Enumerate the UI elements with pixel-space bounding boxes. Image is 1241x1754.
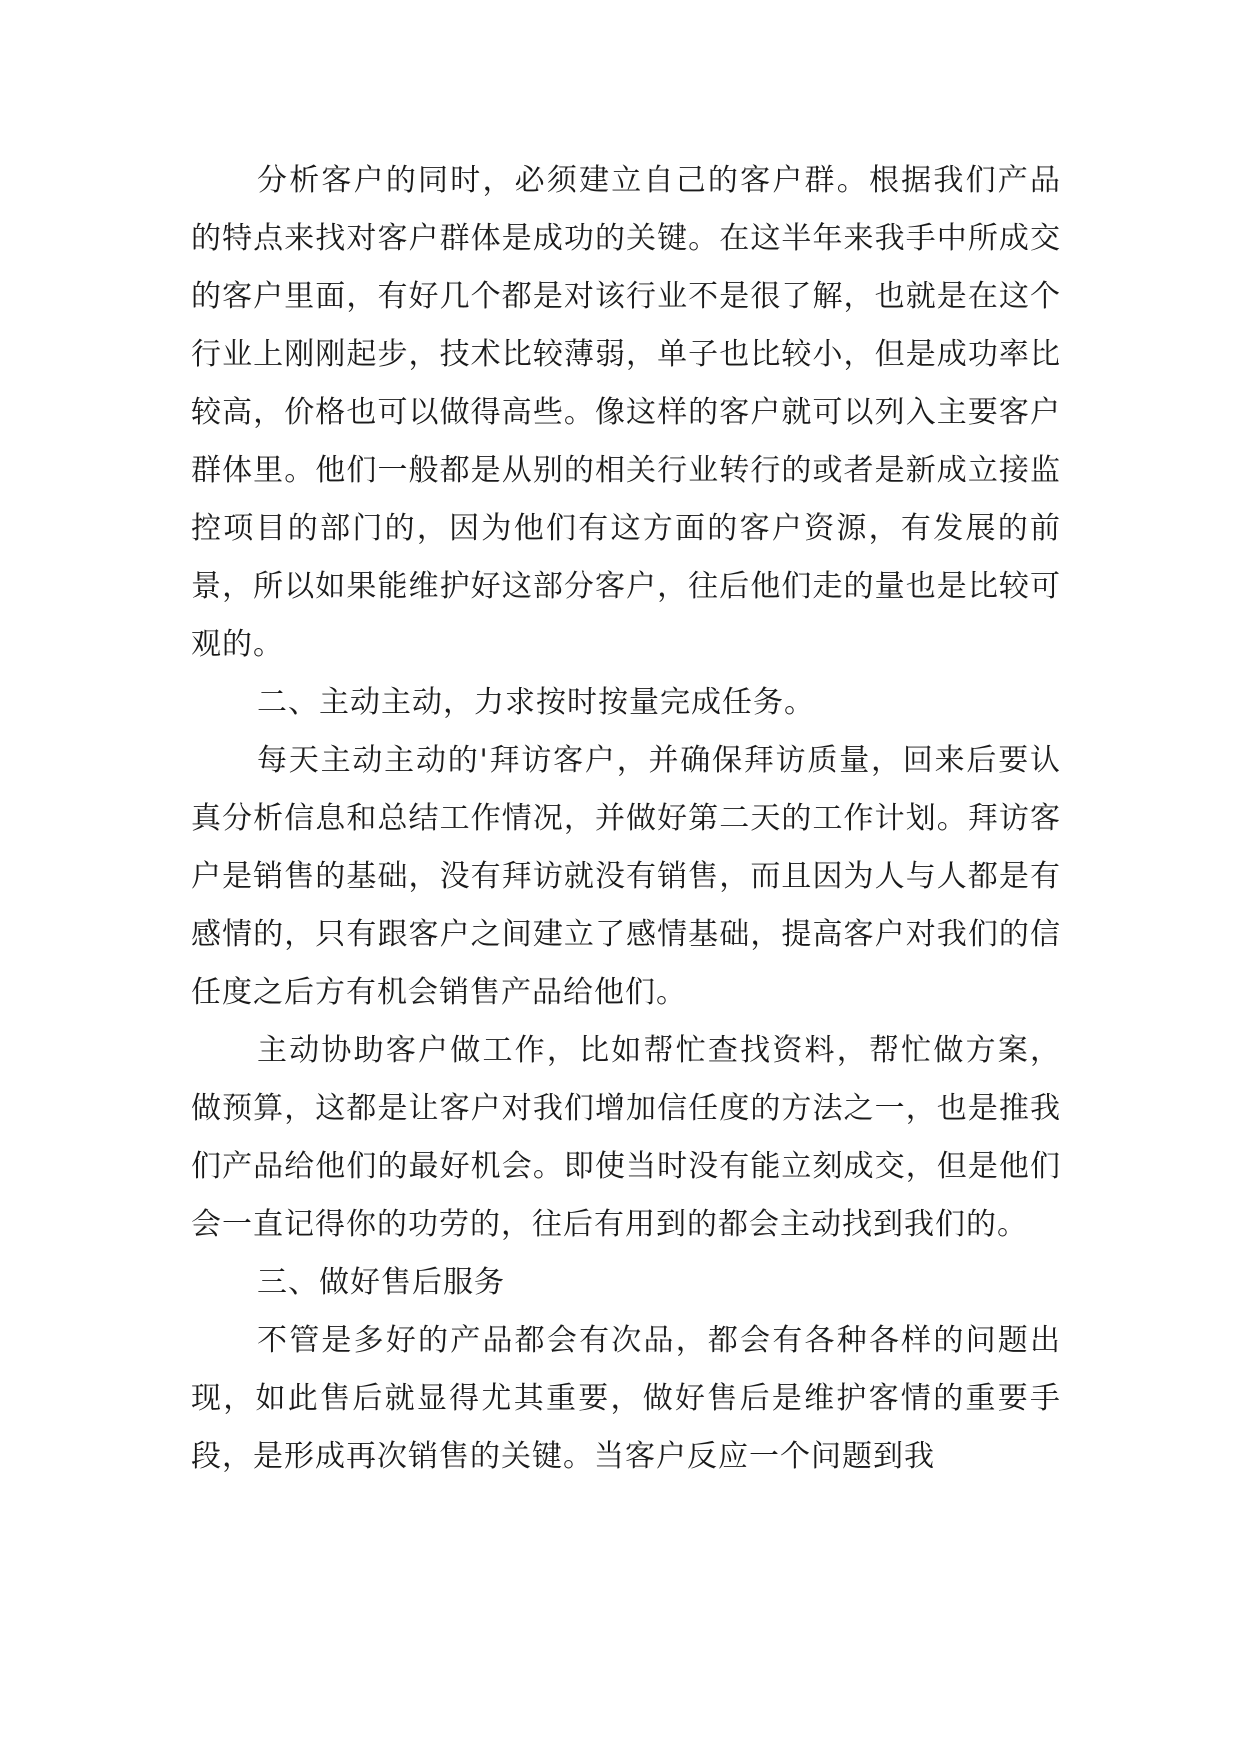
paragraph-after-sales: 不管是多好的产品都会有次品，都会有各种各样的问题出现，如此售后就显得尤其重要，做好售后是维护客情的重要手段，是形成再次销售的关键。当客户反应一个问题到我 <box>191 1323 1061 1474</box>
paragraph-customer-group: 分析客户的同时，必须建立自己的客户群。根据我们产品的特点来找对客户群体是成功的关键。在这半年来我手中所成交的客户里面，有好几个都是对该行业不是很了解，也就是在这个行业上刚刚起步，技术比较薄弱，单子也比较小，但是成功率比较高，价格也可以做得高些。像这样的客户就可以列入主要客户群体里。他们一般都是从别的相关行业转行的或者是新成立接监控项目的部门的，因为他们有这方面的客户资源，有发展的前景，所以如果能维护好这部分客户，往后他们走的量也是比较可观的。 <box>191 163 1061 662</box>
paragraph-visit-customers: 每天主动主动的'拜访客户，并确保拜访质量，回来后要认真分析信息和总结工作情况，并做好第二天的工作计划。拜访客户是销售的基础，没有拜访就没有销售，而且因为人与人都是有感情的，只有跟客户之间建立了感情基础，提高客户对我们的信任度之后方有机会销售产品给他们。 <box>191 743 1061 1010</box>
document-body <box>191 152 1061 1486</box>
section-heading-2: 二、主动主动，力求按时按量完成任务。 <box>257 685 815 720</box>
section-heading-3: 三、做好售后服务 <box>257 1265 505 1300</box>
paragraph-assist-customers: 主动协助客户做工作，比如帮忙查找资料，帮忙做方案，做预算，这都是让客户对我们增加信任度的方法之一，也是推我们产品给他们的最好机会。即使当时没有能立刻成交，但是他们会一直记得你的功劳的，往后有用到的都会主动找到我们的。 <box>191 1033 1061 1242</box>
